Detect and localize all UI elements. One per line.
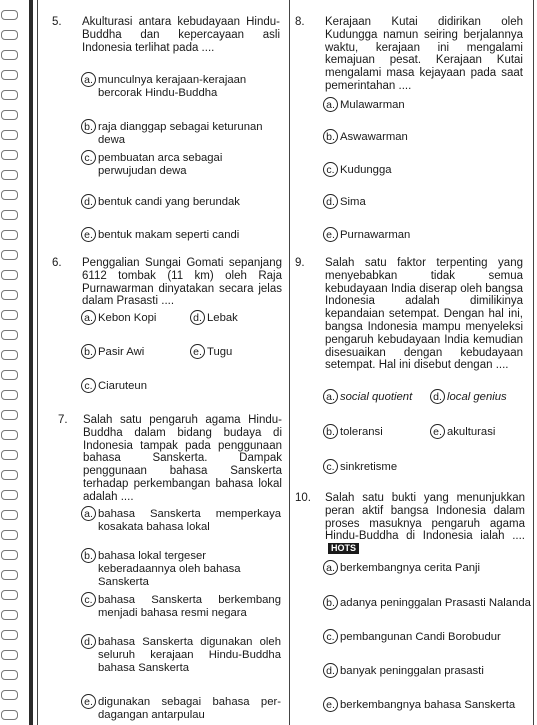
binder-ring — [1, 670, 18, 680]
option-9d[interactable] — [430, 391, 530, 404]
option-10e[interactable] — [323, 699, 528, 712]
binder-ring — [1, 370, 18, 380]
option-6d[interactable] — [190, 312, 280, 325]
question-text: Salah satu faktor terpenting yang menyebabkan tidak semua kebudayaan India diserap oleh bangsa Indonesia adalah dimilikinya kepandaian setempat. Dengan hal ini, bangsa Indonesia mampu menyeleksi pengaruh kebudayaan India kemudian disesuaikan dengan kebudayaan setempat. Hal ini disebut dengan .... — [325, 257, 523, 372]
question-number: 8. — [295, 16, 305, 28]
option-text: adanya peninggalan Prasasti Nalanda — [340, 597, 531, 609]
option-6e[interactable] — [190, 346, 280, 359]
option-letter: c. — [323, 629, 338, 644]
question-number: 5. — [52, 16, 62, 28]
binder-ring — [1, 710, 18, 720]
spine-bar — [29, 0, 33, 725]
option-letter: e. — [190, 344, 205, 359]
option-text: Ciaruteun — [98, 380, 147, 392]
option-6a[interactable] — [81, 312, 181, 325]
option-letter: a. — [81, 72, 96, 87]
binder-ring — [1, 170, 18, 180]
binder-ring — [1, 90, 18, 100]
option-10b[interactable] — [323, 597, 533, 610]
option-letter: d. — [430, 389, 445, 404]
binder-ring — [1, 510, 18, 520]
binder-ring — [1, 570, 18, 580]
question-text — [325, 492, 525, 556]
option-letter: d. — [190, 310, 205, 325]
option-text: bentuk makam seperti candi — [98, 229, 240, 241]
option-7a[interactable] — [81, 508, 281, 534]
option-text: toleransi — [340, 426, 383, 438]
option-text: Tugu — [207, 346, 233, 358]
option-letter: d. — [323, 663, 338, 678]
option-text: local genius — [447, 391, 507, 403]
option-text: pembangunan Candi Borobudur — [340, 631, 501, 643]
option-letter: c. — [81, 150, 96, 165]
binder-ring — [1, 190, 18, 200]
binder-ring — [1, 530, 18, 540]
option-10d[interactable] — [323, 665, 528, 678]
option-letter: e. — [81, 227, 96, 242]
option-letter: a. — [81, 506, 96, 521]
option-text: Aswawarman — [340, 131, 408, 143]
option-text: digunakan sebagai bahasa per-dagangan antarpulau — [98, 696, 281, 721]
option-7b[interactable] — [81, 550, 281, 588]
option-letter: e. — [81, 694, 96, 709]
question-text: Salah satu pengaruh agama Hindu-Buddha dalam bidang budaya di Indonesia tampak pada penggunaan bahasa Sanskerta. Dampak penggunaan bahasa Sanskerta terhadap perkembangan bahasa lokal adalah .... — [83, 414, 282, 503]
option-letter: e. — [323, 227, 338, 242]
option-10c[interactable] — [323, 631, 528, 644]
hots-badge: HOTS — [328, 543, 359, 554]
option-text: berkembangnya bahasa Sanskerta — [340, 699, 516, 711]
binder-ring — [1, 470, 18, 480]
option-text: social quotient — [340, 391, 413, 403]
binder-ring — [1, 10, 18, 20]
option-letter: b. — [81, 344, 96, 359]
binder-ring — [1, 650, 18, 660]
option-7c[interactable] — [81, 594, 281, 620]
option-text: banyak peninggalan prasasti — [340, 665, 484, 677]
question-number: 7. — [58, 414, 68, 426]
binder-spine — [0, 0, 36, 725]
option-letter: d. — [81, 634, 96, 649]
option-letter: d. — [81, 194, 96, 209]
binder-ring — [1, 690, 18, 700]
column-divider — [289, 0, 290, 725]
option-letter: c. — [81, 592, 96, 607]
option-6b[interactable] — [81, 346, 181, 359]
binder-ring — [1, 310, 18, 320]
option-5e[interactable] — [81, 229, 281, 242]
option-text: Lebak — [207, 312, 238, 324]
option-text: munculnya kerajaan-kerajaan bercorak Hindu-Buddha — [98, 74, 247, 99]
option-letter: b. — [323, 424, 338, 439]
binder-ring — [1, 150, 18, 160]
binder-ring — [1, 350, 18, 360]
binder-ring — [1, 550, 18, 560]
right-page-border — [533, 0, 534, 725]
question-number: 6. — [52, 257, 62, 269]
binder-ring — [1, 290, 18, 300]
option-text: bentuk candi yang berundak — [98, 196, 240, 208]
option-8d[interactable] — [323, 196, 523, 209]
option-7d[interactable] — [81, 636, 281, 674]
option-letter: b. — [81, 119, 96, 134]
question-text: Kerajaan Kutai didirikan oleh Kudungga namun seiring berjalannya waktu, kerajaan ini mengalami kemajuan pesat. Kerajaan Kutai mengalami masa kejayaan pada saat pemerintahan .... — [325, 16, 523, 92]
option-9c[interactable] — [323, 461, 443, 474]
option-9a[interactable] — [323, 391, 428, 404]
binder-ring — [1, 330, 18, 340]
binder-ring — [1, 210, 18, 220]
option-7e[interactable] — [81, 696, 281, 722]
option-letter: a. — [81, 310, 96, 325]
option-5d[interactable] — [81, 196, 281, 209]
binder-ring — [1, 430, 18, 440]
option-6c[interactable] — [81, 380, 181, 393]
option-letter: e. — [430, 424, 445, 439]
option-5b[interactable] — [81, 121, 291, 147]
option-5c[interactable] — [81, 152, 281, 178]
binder-ring — [1, 490, 18, 500]
binder-ring — [1, 590, 18, 600]
option-letter: b. — [323, 129, 338, 144]
binder-ring — [1, 630, 18, 640]
option-9b[interactable] — [323, 426, 423, 439]
option-text: Kudungga — [340, 164, 392, 176]
option-letter: c. — [323, 459, 338, 474]
option-letter: d. — [323, 194, 338, 209]
option-text: bahasa Sanskerta digunakan oleh seluruh kerajaan Hindu-Buddha bahasa Sanskerta — [98, 636, 281, 674]
binder-ring — [1, 390, 18, 400]
option-text: bahasa lokal tergeser keberadaannya oleh bahasa Sanskerta — [98, 550, 241, 588]
option-text: Sima — [340, 196, 366, 208]
question-text: Akulturasi antara kebudayaan Hindu-Buddha dan kepercayaan asli Indonesia terlihat pada .... — [82, 16, 280, 54]
option-letter: a. — [323, 389, 338, 404]
binder-ring — [1, 230, 18, 240]
option-letter: c. — [81, 378, 96, 393]
option-letter: e. — [323, 697, 338, 712]
option-text: akulturasi — [447, 426, 496, 438]
option-text: Kebon Kopi — [98, 312, 157, 324]
option-letter: a. — [323, 97, 338, 112]
option-text: raja dianggap sebagai keturunan dewa — [98, 121, 263, 146]
question-text-body: Salah satu bukti yang menunjukkan peran aktif bangsa Indonesia dalam proses masuknya pengaruh agama Hindu-Buddha di Indonesia ialah .... — [325, 492, 525, 543]
option-8e[interactable] — [323, 229, 523, 242]
question-number: 9. — [295, 257, 305, 269]
option-text: berkembangnya cerita Panji — [340, 562, 481, 574]
binder-ring — [1, 250, 18, 260]
option-9e[interactable] — [430, 426, 530, 439]
question-number: 10. — [295, 492, 311, 504]
option-letter: b. — [81, 548, 96, 563]
binder-ring — [1, 270, 18, 280]
option-letter: c. — [323, 162, 338, 177]
binder-ring — [1, 110, 18, 120]
option-text: pembuatan arca sebagai perwujudan dewa — [98, 152, 223, 177]
option-letter: b. — [323, 595, 338, 610]
binder-ring — [1, 410, 18, 420]
option-5a[interactable] — [81, 74, 281, 100]
option-text: Purnawarman — [340, 229, 411, 241]
option-text: Mulawarman — [340, 99, 405, 111]
option-text: sinkretisme — [340, 461, 398, 473]
option-8a[interactable] — [323, 99, 523, 112]
binder-ring — [1, 130, 18, 140]
option-text: bahasa Sanskerta memperkaya kosakata bahasa lokal — [98, 508, 281, 533]
binder-ring — [1, 70, 18, 80]
binder-ring — [1, 50, 18, 60]
option-8c[interactable] — [323, 164, 523, 177]
option-text: Pasir Awi — [98, 346, 145, 358]
binder-ring — [1, 450, 18, 460]
binder-ring — [1, 30, 18, 40]
option-text: bahasa Sanskerta berkembang menjadi bahasa resmi negara — [98, 594, 281, 619]
left-page-border — [37, 0, 38, 725]
question-text: Penggalian Sungai Gomati sepanjang 6112 tombak (11 km) oleh Raja Purnawarman dinyatakan secara jelas dalam Prasasti .... — [82, 257, 282, 308]
option-letter: a. — [323, 560, 338, 575]
binder-ring — [1, 610, 18, 620]
option-8b[interactable] — [323, 131, 523, 144]
option-10a[interactable] — [323, 562, 528, 575]
